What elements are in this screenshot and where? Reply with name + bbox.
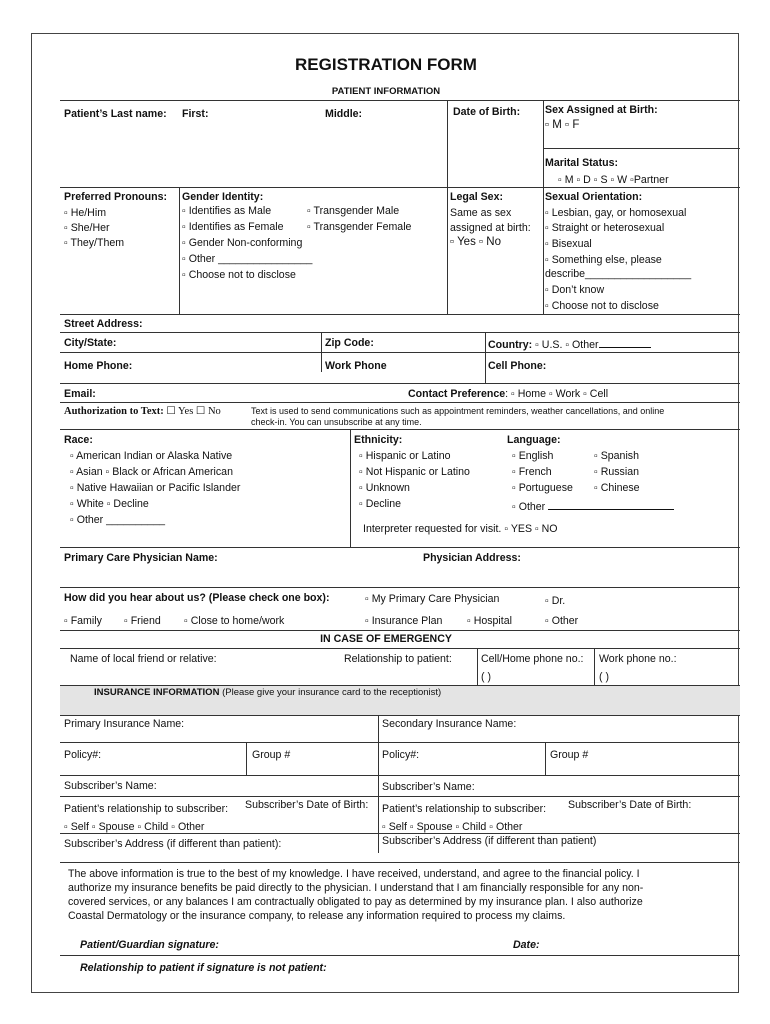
secondary-relationship-options[interactable]: ▫ Self ▫ Spouse ▫ Child ▫ Other bbox=[382, 821, 523, 833]
divider bbox=[60, 587, 740, 588]
pronoun-option[interactable]: ▫ She/Her bbox=[64, 222, 110, 234]
divider bbox=[60, 862, 740, 863]
marital-options[interactable]: ▫ M ▫ D ▫ S ▫ W ▫Partner bbox=[558, 174, 669, 186]
sex-options[interactable]: ▫ M ▫ F bbox=[545, 119, 580, 131]
divider bbox=[447, 100, 448, 188]
emergency-header: IN CASE OF EMERGENCY bbox=[320, 633, 452, 645]
orientation-option[interactable]: ▫ Don’t know bbox=[545, 284, 605, 296]
secondary-insurance-label: Secondary Insurance Name: bbox=[382, 718, 517, 730]
divider bbox=[350, 429, 351, 547]
orientation-describe[interactable]: describe__________________ bbox=[545, 268, 692, 280]
work-phone-label: Work Phone bbox=[325, 360, 387, 372]
middle-name-label: Middle: bbox=[325, 108, 363, 120]
emergency-relationship-label: Relationship to patient: bbox=[344, 653, 452, 665]
cell-phone-parens[interactable]: ( ) bbox=[481, 671, 491, 683]
country-field[interactable]: Country: ▫ U.S. ▫ Other bbox=[488, 337, 651, 352]
race-label: Race: bbox=[64, 434, 93, 446]
referral-option[interactable]: ▫ Friend bbox=[124, 615, 161, 627]
divider bbox=[60, 775, 740, 776]
referral-option[interactable]: ▫ Family bbox=[64, 615, 102, 627]
orientation-label: Sexual Orientation: bbox=[545, 191, 643, 203]
divider bbox=[378, 833, 740, 834]
gender-option[interactable]: ▫ Gender Non-conforming bbox=[182, 237, 303, 249]
language-option[interactable]: ▫ English bbox=[512, 450, 554, 462]
city-state-label: City/State: bbox=[64, 337, 117, 349]
first-name-label: First: bbox=[182, 108, 209, 120]
auth-text-note: check-in. You can unsubscribe at any time. bbox=[251, 417, 422, 427]
race-option[interactable]: ▫ Other __________ bbox=[70, 514, 166, 526]
cell-phone-label: Cell Phone: bbox=[488, 360, 547, 372]
divider bbox=[60, 332, 740, 333]
primary-relationship-label: Patient’s relationship to subscriber: bbox=[64, 803, 229, 815]
gender-option[interactable]: ▫ Transgender Female bbox=[307, 221, 412, 233]
referral-option[interactable]: ▫ Dr. bbox=[545, 595, 566, 607]
pcp-name-label: Primary Care Physician Name: bbox=[64, 552, 218, 564]
language-option[interactable]: ▫ Russian bbox=[594, 466, 639, 478]
divider bbox=[60, 547, 740, 548]
divider bbox=[60, 100, 740, 101]
orientation-option[interactable]: ▫ Lesbian, gay, or homosexual bbox=[545, 207, 687, 219]
email-label: Email: bbox=[64, 388, 96, 400]
dob-label: Date of Birth: bbox=[453, 106, 521, 118]
divider bbox=[60, 742, 740, 743]
agreement-text: covered services, or any balances I am contractually obligated to pay as determined by my insurance plan. I also authorize bbox=[68, 896, 643, 908]
secondary-policy-label: Policy#: bbox=[382, 749, 420, 761]
home-phone-label: Home Phone: bbox=[64, 360, 133, 372]
race-option[interactable]: ▫ Asian ▫ Black or African American bbox=[70, 466, 233, 478]
orientation-option[interactable]: ▫ Straight or heterosexual bbox=[545, 222, 665, 234]
divider bbox=[477, 648, 478, 686]
divider bbox=[60, 383, 740, 384]
language-option[interactable]: ▫ Portuguese bbox=[512, 482, 573, 494]
divider bbox=[60, 648, 740, 649]
divider bbox=[485, 332, 486, 352]
agreement-text: Coastal Dermatology or the insurance company, to release any information required to process my claims. bbox=[68, 910, 566, 922]
gender-option[interactable]: ▫ Identifies as Male bbox=[182, 205, 272, 217]
race-option[interactable]: ▫ American Indian or Alaska Native bbox=[70, 450, 233, 462]
divider bbox=[543, 148, 740, 149]
divider bbox=[543, 100, 544, 314]
pronoun-option[interactable]: ▫ He/Him bbox=[64, 207, 107, 219]
divider bbox=[246, 742, 247, 775]
primary-relationship-options[interactable]: ▫ Self ▫ Spouse ▫ Child ▫ Other bbox=[64, 821, 205, 833]
patient-info-header: PATIENT INFORMATION bbox=[331, 86, 441, 97]
orientation-option[interactable]: ▫ Something else, please bbox=[545, 254, 662, 266]
relationship-signature-label: Relationship to patient if signature is not patient: bbox=[80, 962, 327, 974]
race-option[interactable]: ▫ White ▫ Decline bbox=[70, 498, 149, 510]
primary-policy-label: Policy#: bbox=[64, 749, 102, 761]
date-label: Date: bbox=[513, 939, 540, 951]
ethnicity-option[interactable]: ▫ Hispanic or Latino bbox=[359, 450, 451, 462]
sex-at-birth-label: Sex Assigned at Birth: bbox=[545, 104, 658, 116]
primary-insurance-label: Primary Insurance Name: bbox=[64, 718, 185, 730]
language-option[interactable]: ▫ Chinese bbox=[594, 482, 640, 494]
secondary-subscriber-address-label: Subscriber’s Address (if different than patient) bbox=[382, 835, 597, 847]
legal-sex-text: assigned at birth: bbox=[450, 222, 531, 234]
ethnicity-option[interactable]: ▫ Not Hispanic or Latino bbox=[359, 466, 470, 478]
primary-subscriber-name-label: Subscriber’s Name: bbox=[64, 780, 157, 792]
orientation-option[interactable]: ▫ Bisexual bbox=[545, 238, 592, 250]
divider bbox=[60, 796, 740, 797]
agreement-text: authorize my insurance benefits be paid directly to the physician. I understand that I am financially responsible for any non- bbox=[68, 882, 644, 894]
divider bbox=[545, 742, 546, 775]
pronouns-label: Preferred Pronouns: bbox=[64, 191, 168, 203]
legal-sex-text: Same as sex bbox=[450, 207, 512, 219]
divider bbox=[60, 715, 740, 716]
language-option[interactable]: ▫ Spanish bbox=[594, 450, 639, 462]
secondary-group-label: Group # bbox=[550, 749, 589, 761]
language-option[interactable]: ▫ Other bbox=[512, 499, 674, 514]
secondary-relationship-label: Patient’s relationship to subscriber: bbox=[382, 803, 547, 815]
divider bbox=[60, 429, 740, 430]
gender-identity-label: Gender Identity: bbox=[182, 191, 264, 203]
divider bbox=[60, 630, 740, 631]
primary-group-label: Group # bbox=[252, 749, 291, 761]
divider bbox=[60, 352, 740, 353]
language-option[interactable]: ▫ French bbox=[512, 466, 552, 478]
emergency-work-label: Work phone no.: bbox=[599, 653, 677, 665]
divider bbox=[60, 955, 740, 956]
gender-option[interactable]: ▫ Choose not to disclose bbox=[182, 269, 296, 281]
gender-option[interactable]: ▫ Identifies as Female bbox=[182, 221, 284, 233]
marital-status-label: Marital Status: bbox=[545, 157, 618, 169]
race-option[interactable]: ▫ Native Hawaiian or Pacific Islander bbox=[70, 482, 241, 494]
pronoun-option[interactable]: ▫ They/Them bbox=[64, 237, 125, 249]
referral-option[interactable]: ▫ Hospital bbox=[467, 615, 512, 627]
work-phone-parens[interactable]: ( ) bbox=[599, 671, 609, 683]
divider bbox=[60, 314, 740, 315]
ethnicity-label: Ethnicity: bbox=[354, 434, 403, 446]
emergency-cell-label: Cell/Home phone no.: bbox=[481, 653, 584, 665]
divider bbox=[60, 402, 740, 403]
street-address-label: Street Address: bbox=[64, 318, 143, 330]
zip-code-label: Zip Code: bbox=[325, 337, 374, 349]
referral-option[interactable]: ▫ Insurance Plan bbox=[365, 615, 443, 627]
primary-subscriber-dob-label: Subscriber’s Date of Birth: bbox=[245, 799, 369, 811]
interpreter-request[interactable]: Interpreter requested for visit. ▫ YES ▫ NO bbox=[363, 523, 558, 535]
insurance-header: INSURANCE INFORMATION (Please give your insurance card to the receptionist) bbox=[94, 687, 442, 698]
divider bbox=[60, 685, 740, 686]
secondary-subscriber-name-label: Subscriber’s Name: bbox=[382, 781, 475, 793]
referral-option[interactable]: ▫ Close to home/work bbox=[184, 615, 285, 627]
referral-option[interactable]: ▫ Other bbox=[545, 615, 579, 627]
authorization-to-text[interactable]: Authorization to Text: ☐ Yes ☐ No bbox=[64, 406, 221, 417]
ethnicity-option[interactable]: ▫ Unknown bbox=[359, 482, 410, 494]
divider bbox=[60, 833, 378, 834]
form-title: REGISTRATION FORM bbox=[295, 55, 477, 74]
legal-sex-label: Legal Sex: bbox=[450, 191, 503, 203]
primary-subscriber-address-label: Subscriber’s Address (if different than patient): bbox=[64, 838, 282, 850]
referral-question: How did you hear about us? (Please check one box): bbox=[64, 592, 330, 604]
divider bbox=[60, 187, 740, 188]
gender-option[interactable]: ▫ Other ________________ bbox=[182, 253, 313, 265]
last-name-label: Patient’s Last name: bbox=[64, 108, 167, 120]
secondary-subscriber-dob-label: Subscriber’s Date of Birth: bbox=[568, 799, 692, 811]
agreement-text: The above information is true to the best of my knowledge. I have received, understand, and agree to the financial policy. I bbox=[68, 868, 640, 880]
divider bbox=[447, 187, 448, 314]
physician-address-label: Physician Address: bbox=[423, 552, 521, 564]
divider bbox=[179, 187, 180, 314]
language-label: Language: bbox=[507, 434, 561, 446]
referral-option[interactable]: ▫ My Primary Care Physician bbox=[365, 593, 500, 605]
registration-form bbox=[31, 33, 739, 993]
contact-preference[interactable]: Contact Preference: ▫ Home ▫ Work ▫ Cell bbox=[408, 388, 609, 400]
divider bbox=[485, 352, 486, 383]
signature-label: Patient/Guardian signature: bbox=[80, 939, 219, 951]
auth-text-note: Text is used to send communications such as appointment reminders, weather cancellations, and online bbox=[251, 406, 665, 416]
gender-option[interactable]: ▫ Transgender Male bbox=[307, 205, 400, 217]
divider bbox=[594, 648, 595, 686]
legal-sex-options[interactable]: ▫ Yes ▫ No bbox=[450, 236, 501, 248]
ethnicity-option[interactable]: ▫ Decline bbox=[359, 498, 402, 510]
orientation-option[interactable]: ▫ Choose not to disclose bbox=[545, 300, 659, 312]
emergency-contact-label: Name of local friend or relative: bbox=[70, 653, 217, 665]
